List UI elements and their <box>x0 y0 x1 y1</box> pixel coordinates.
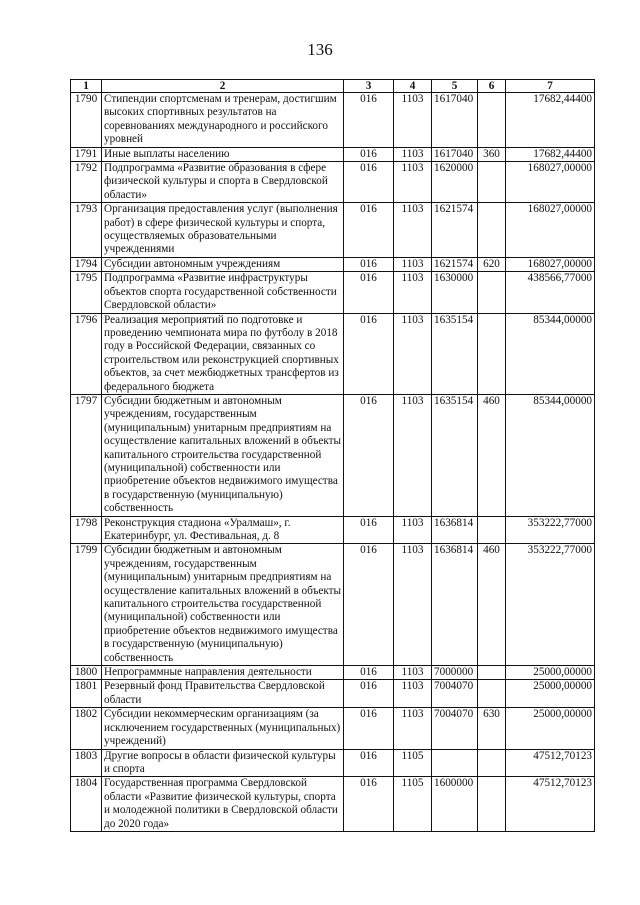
row-section: 016 <box>344 147 394 161</box>
row-type <box>478 680 506 708</box>
row-type <box>478 313 506 394</box>
row-name: Непрограммные направления деятельности <box>102 666 344 680</box>
row-section: 016 <box>344 272 394 313</box>
row-type <box>478 777 506 832</box>
table-row <box>71 272 595 313</box>
row-code: 1636814 <box>432 516 478 544</box>
row-code: 1635154 <box>432 313 478 394</box>
row-subsection: 1103 <box>394 257 432 271</box>
row-subsection: 1103 <box>394 394 432 516</box>
row-number: 1795 <box>71 272 102 313</box>
row-name: Субсидии некоммерческим организациям (за исключением государственных (муниципальных) учреждений) <box>102 708 344 749</box>
row-amount: 17682,44400 <box>506 93 595 148</box>
row-type: 620 <box>478 257 506 271</box>
row-code: 1621574 <box>432 203 478 258</box>
row-name: Резервный фонд Правительства Свердловской области <box>102 680 344 708</box>
row-subsection: 1103 <box>394 93 432 148</box>
row-type <box>478 666 506 680</box>
row-number: 1799 <box>71 544 102 666</box>
row-number: 1794 <box>71 257 102 271</box>
row-number: 1792 <box>71 162 102 203</box>
row-name: Субсидии бюджетным и автономным учреждениям, государственным (муниципальным) унитарным предприятиям на осуществление капитальных вложений в объекты капитального строительства государственной (муниципальной) собственности или приобретение объектов недвижимого имущества в государственную (муниципальную) собственность <box>102 394 344 516</box>
row-number: 1800 <box>71 666 102 680</box>
page-number: 136 <box>307 40 333 59</box>
row-section: 016 <box>344 749 394 777</box>
header-cell-1: 1 <box>71 80 102 93</box>
table-row <box>71 680 595 708</box>
header-cell-7: 7 <box>506 80 595 93</box>
row-subsection: 1103 <box>394 544 432 666</box>
row-code: 1621574 <box>432 257 478 271</box>
header-cell-4: 4 <box>394 80 432 93</box>
row-amount: 85344,00000 <box>506 313 595 394</box>
table-row <box>71 777 595 832</box>
row-number: 1803 <box>71 749 102 777</box>
row-name: Государственная программа Свердловской области «Развитие физической культуры, спорта и молодежной политики в Свердловской области до 2020 года» <box>102 777 344 832</box>
row-section: 016 <box>344 516 394 544</box>
row-subsection: 1103 <box>394 203 432 258</box>
row-subsection: 1103 <box>394 516 432 544</box>
row-section: 016 <box>344 313 394 394</box>
table-row <box>71 394 595 516</box>
row-code: 1620000 <box>432 162 478 203</box>
row-section: 016 <box>344 93 394 148</box>
row-amount: 25000,00000 <box>506 680 595 708</box>
row-subsection: 1103 <box>394 313 432 394</box>
header-cell-6: 6 <box>478 80 506 93</box>
row-section: 016 <box>344 162 394 203</box>
row-number: 1791 <box>71 147 102 161</box>
header-row <box>71 80 595 93</box>
row-section: 016 <box>344 544 394 666</box>
row-section: 016 <box>344 708 394 749</box>
row-number: 1797 <box>71 394 102 516</box>
row-subsection: 1103 <box>394 162 432 203</box>
row-amount: 25000,00000 <box>506 666 595 680</box>
table-row <box>71 147 595 161</box>
row-amount: 353222,77000 <box>506 516 595 544</box>
row-code: 7004070 <box>432 680 478 708</box>
header-cell-5: 5 <box>432 80 478 93</box>
row-name: Подпрограмма «Развитие инфраструктуры объектов спорта государственной собственности Свердловской области» <box>102 272 344 313</box>
row-type <box>478 203 506 258</box>
table-row <box>71 544 595 666</box>
row-type <box>478 749 506 777</box>
table-row <box>71 708 595 749</box>
row-subsection: 1103 <box>394 272 432 313</box>
row-amount: 168027,00000 <box>506 257 595 271</box>
row-section: 016 <box>344 666 394 680</box>
row-name: Реконструкция стадиона «Уралмаш», г. Екатеринбург, ул. Фестивальная, д. 8 <box>102 516 344 544</box>
row-amount: 168027,00000 <box>506 203 595 258</box>
table-row <box>71 516 595 544</box>
row-amount: 353222,77000 <box>506 544 595 666</box>
row-type <box>478 162 506 203</box>
row-code: 1635154 <box>432 394 478 516</box>
row-name: Другие вопросы в области физической культуры и спорта <box>102 749 344 777</box>
row-type: 630 <box>478 708 506 749</box>
row-name: Подпрограмма «Развитие образования в сфере физической культуры и спорта в Свердловской области» <box>102 162 344 203</box>
row-number: 1804 <box>71 777 102 832</box>
row-number: 1790 <box>71 93 102 148</box>
table-row <box>71 749 595 777</box>
row-name: Субсидии бюджетным и автономным учреждениям, государственным (муниципальным) унитарным предприятиям на осуществление капитальных вложений в объекты капитального строительства государственной (муниципальной) собственности или приобретение объектов недвижимого имущества в государственную (муниципальную) собственность <box>102 544 344 666</box>
row-number: 1801 <box>71 680 102 708</box>
row-amount: 47512,70123 <box>506 777 595 832</box>
row-subsection: 1103 <box>394 708 432 749</box>
row-name: Организация предоставления услуг (выполнения работ) в сфере физической культуры и спорта, осуществляемых образовательными учреждениями <box>102 203 344 258</box>
row-code: 7004070 <box>432 708 478 749</box>
row-section: 016 <box>344 680 394 708</box>
row-number: 1798 <box>71 516 102 544</box>
table-body <box>71 93 595 832</box>
row-code: 7000000 <box>432 666 478 680</box>
row-name: Субсидии автономным учреждениям <box>102 257 344 271</box>
table-row <box>71 93 595 148</box>
row-subsection: 1105 <box>394 777 432 832</box>
row-section: 016 <box>344 394 394 516</box>
row-type: 460 <box>478 394 506 516</box>
row-name: Стипендии спортсменам и тренерам, достигшим высоких спортивных результатов на соревнованиях международного и российского уровней <box>102 93 344 148</box>
row-code: 1617040 <box>432 147 478 161</box>
row-amount: 47512,70123 <box>506 749 595 777</box>
table-row <box>71 257 595 271</box>
row-type: 360 <box>478 147 506 161</box>
row-amount: 17682,44400 <box>506 147 595 161</box>
row-subsection: 1105 <box>394 749 432 777</box>
row-name: Реализация мероприятий по подготовке и проведению чемпионата мира по футболу в 2018 году в Российской Федерации, связанных со строительством или реконструкцией спортивных объектов, за счет межбюджетных трансфертов из федерального бюджета <box>102 313 344 394</box>
row-subsection: 1103 <box>394 666 432 680</box>
row-code: 1636814 <box>432 544 478 666</box>
row-code <box>432 749 478 777</box>
budget-table <box>70 79 595 832</box>
row-subsection: 1103 <box>394 680 432 708</box>
table-row <box>71 162 595 203</box>
row-code: 1630000 <box>432 272 478 313</box>
row-section: 016 <box>344 257 394 271</box>
row-amount: 438566,77000 <box>506 272 595 313</box>
table-row <box>71 203 595 258</box>
row-type: 460 <box>478 544 506 666</box>
row-number: 1802 <box>71 708 102 749</box>
row-section: 016 <box>344 777 394 832</box>
header-cell-3: 3 <box>344 80 394 93</box>
table-row <box>71 666 595 680</box>
row-number: 1796 <box>71 313 102 394</box>
row-subsection: 1103 <box>394 147 432 161</box>
row-amount: 85344,00000 <box>506 394 595 516</box>
row-section: 016 <box>344 203 394 258</box>
row-type <box>478 516 506 544</box>
row-type <box>478 93 506 148</box>
row-code: 1617040 <box>432 93 478 148</box>
row-amount: 168027,00000 <box>506 162 595 203</box>
table-row <box>71 313 595 394</box>
header-cell-2: 2 <box>102 80 344 93</box>
row-number: 1793 <box>71 203 102 258</box>
row-code: 1600000 <box>432 777 478 832</box>
row-amount: 25000,00000 <box>506 708 595 749</box>
row-type <box>478 272 506 313</box>
row-name: Иные выплаты населению <box>102 147 344 161</box>
